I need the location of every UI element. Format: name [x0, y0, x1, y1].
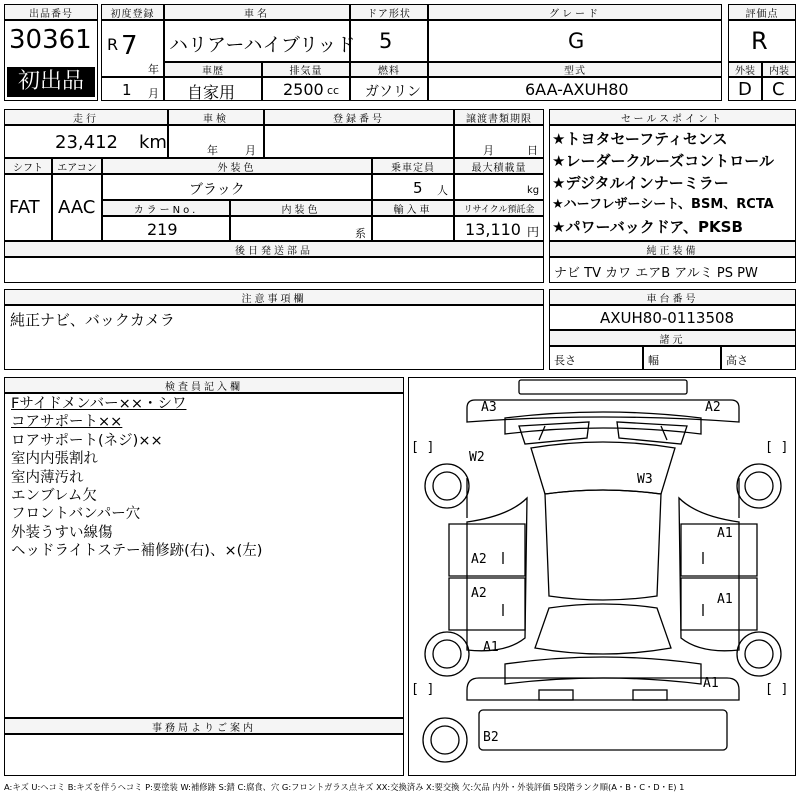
equip-box — [549, 257, 796, 283]
diagram-mark: B2 — [483, 730, 499, 745]
inspector-box — [4, 393, 404, 718]
dims-length-box — [549, 346, 643, 370]
fuel-value: ガソリン — [365, 84, 421, 100]
recycle-box — [454, 216, 544, 241]
diagram-mark: W3 — [637, 472, 653, 487]
diagram-mark: A1 — [483, 640, 499, 655]
sales-label: セールスポイント — [549, 109, 796, 125]
sales-point: ★ハーフレザーシート、BSM、RCTA — [552, 197, 774, 212]
diagram-bracket: [ ] — [411, 440, 435, 455]
notes-text: 純正ナビ、バックカメラ — [10, 311, 175, 329]
load-unit: kg — [527, 185, 540, 196]
plate-box — [264, 125, 454, 158]
inspector-line: ロアサポート(ネジ)×× — [11, 432, 163, 449]
inspector-line: ヘッドライトステー補修跡(右)、×(左) — [11, 543, 263, 560]
lot-no-box — [4, 20, 98, 101]
sales-point: ★トヨタセーフティセンス — [552, 130, 728, 148]
mileage-unit: km — [139, 132, 167, 153]
mileage-label: 走行 — [4, 109, 168, 125]
sales-point: ★デジタルインナーミラー — [552, 174, 729, 192]
diagram-mark: A1 — [717, 592, 733, 607]
load-box — [454, 174, 544, 200]
chassis-label: 車台番号 — [549, 289, 796, 305]
grade-value: G — [568, 29, 585, 53]
ext-label: 外装 — [728, 62, 762, 77]
diagram-bracket: [ ] — [765, 440, 789, 455]
reg-year: 7 — [121, 31, 138, 61]
inspector-line: コアサポート×× — [11, 414, 123, 431]
year-unit: 年 — [148, 63, 159, 76]
seats-box — [372, 174, 454, 200]
seats-unit: 人 — [437, 184, 448, 197]
color-no-box — [102, 216, 230, 241]
door-value: 5 — [379, 29, 393, 53]
parts-box — [4, 257, 544, 283]
diagram-bracket: [ ] — [765, 682, 789, 697]
parts-label: 後日発送部品 — [4, 241, 544, 257]
int-color-unit: 系 — [355, 227, 366, 240]
sales-point: ★レーダークルーズコントロール — [552, 152, 774, 170]
diagram-mark: A2 — [471, 586, 487, 601]
name-box — [164, 20, 356, 62]
seats-value: 5 — [413, 179, 423, 197]
dims-width-box — [643, 346, 721, 370]
int-score: C — [772, 79, 785, 100]
int-color-label: 内装色 — [230, 200, 372, 216]
mileage-value: 23,412 — [55, 132, 118, 153]
fuel-label: 燃料 — [350, 62, 428, 77]
recycle-label: リサイクル預託金 — [454, 200, 544, 216]
month-unit: 月 — [148, 87, 159, 100]
int-score-box — [762, 77, 796, 101]
inspection-label: 車検 — [168, 109, 264, 125]
seats-label: 乗車定員 — [372, 158, 454, 174]
inspector-line: エンブレム欠 — [11, 488, 97, 505]
model-box — [428, 77, 722, 101]
import-label: 輸入車 — [372, 200, 454, 216]
inspector-line: 室内薄汚れ — [11, 469, 84, 486]
int-color-box — [230, 216, 372, 241]
ac-value: AAC — [58, 197, 96, 218]
ac-box — [52, 174, 102, 241]
mileage-box — [4, 125, 168, 158]
inspector-line: 室内内張割れ — [11, 451, 98, 468]
history-value: 自家用 — [187, 83, 236, 102]
transfer-label: 譲渡書類期限 — [454, 109, 544, 125]
score-label: 評価点 — [728, 4, 796, 20]
color-no-label: カラーNo. — [102, 200, 230, 216]
dims-height: 高さ — [726, 354, 748, 367]
office-box — [4, 734, 404, 776]
shift-value: FAT — [9, 197, 40, 218]
ext-color-box — [102, 174, 372, 200]
disp-label: 排気量 — [262, 62, 350, 77]
dims-length: 長さ — [554, 354, 576, 367]
equip-value: ナビ TV カワ エアB アルミ PS PW — [554, 266, 758, 281]
inspector-line: Fサイドメンバー××・シワ — [11, 396, 187, 412]
reg-era: R — [107, 35, 119, 54]
disp-unit: cc — [327, 84, 340, 97]
diagram-mark: A2 — [705, 400, 721, 415]
disp-value: 2500 — [283, 80, 324, 99]
first-listing-badge: 初出品 — [7, 67, 95, 97]
transfer-month: 月 — [483, 144, 494, 157]
grade-label: グレード — [428, 4, 722, 20]
inspection-box — [168, 125, 264, 158]
equip-label: 純正装備 — [549, 241, 796, 257]
insp-year: 年 — [207, 144, 218, 157]
int-label: 内装 — [762, 62, 796, 77]
fuel-box — [350, 77, 428, 101]
reg-month: 1 — [122, 81, 132, 99]
name-label: 車名 — [164, 4, 350, 20]
ac-label: エアコン — [52, 158, 102, 174]
door-label: ドア形状 — [350, 4, 428, 20]
ext-score: D — [738, 79, 752, 100]
inspector-line: 外装うすい線傷 — [11, 524, 113, 541]
shift-box — [4, 174, 52, 241]
score-value: R — [751, 27, 768, 55]
chassis-box — [549, 305, 796, 330]
legend: A:キズ U:ヘコミ B:キズを伴うヘコミ P:要塗装 W:補修跡 S:錆 C:腐食、穴 G:フロントガラス点キズ XX:交換済み X:要交換 欠:欠品 内外・外装評価 5段階ランク順(A・B・C・D・E) 1 — [4, 782, 685, 792]
diagram-mark: A1 — [703, 676, 719, 691]
reg-label: 初度登録 — [101, 4, 164, 20]
notes-label: 注意事項欄 — [4, 289, 544, 305]
transfer-day: 日 — [527, 144, 538, 157]
insp-month: 月 — [245, 144, 256, 157]
inspector-label: 検査員記入欄 — [4, 377, 404, 393]
recycle-unit: 円 — [527, 225, 540, 239]
reg-year-box — [101, 20, 164, 77]
grade-box — [428, 20, 722, 62]
lot-no: 30361 — [9, 25, 92, 55]
lot-no-label: 出品番号 — [4, 4, 98, 20]
sales-points-box — [549, 125, 796, 241]
dims-width: 幅 — [648, 354, 659, 367]
history-label: 車歴 — [164, 62, 262, 77]
dims-height-box — [721, 346, 796, 370]
reg-month-box — [101, 77, 164, 101]
history-box — [164, 77, 262, 101]
model-label: 型式 — [428, 62, 722, 77]
notes-box — [4, 305, 544, 370]
sales-point: ★パワーバックドア、PKSB — [552, 218, 743, 236]
car-name: ハリアーハイブリッド — [169, 34, 356, 56]
diagram-mark: A2 — [471, 552, 487, 567]
ext-color-value: ブラック — [189, 182, 245, 198]
car-outline — [409, 378, 797, 777]
ext-color-label: 外装色 — [102, 158, 372, 174]
model-value: 6AA-AXUH80 — [525, 80, 629, 99]
office-label: 事務局よりご案内 — [4, 718, 404, 734]
import-box — [372, 216, 454, 241]
dims-label: 諸元 — [549, 330, 796, 346]
score-box — [728, 20, 796, 62]
diagram-mark: A1 — [717, 526, 733, 541]
diagram-mark: A3 — [481, 400, 497, 415]
load-label: 最大積載量 — [454, 158, 544, 174]
color-no-value: 219 — [147, 220, 178, 239]
plate-label: 登録番号 — [264, 109, 454, 125]
transfer-box — [454, 125, 544, 158]
shift-label: シフト — [4, 158, 52, 174]
recycle-value: 13,110 — [465, 220, 521, 239]
disp-box — [262, 77, 350, 101]
car-diagram — [408, 377, 796, 776]
inspector-line: フロントバンパー穴 — [11, 506, 141, 523]
diagram-bracket: [ ] — [411, 682, 435, 697]
ext-score-box — [728, 77, 762, 101]
diagram-mark: W2 — [469, 450, 485, 465]
door-box — [350, 20, 428, 62]
chassis-value: AXUH80-0113508 — [600, 309, 735, 327]
